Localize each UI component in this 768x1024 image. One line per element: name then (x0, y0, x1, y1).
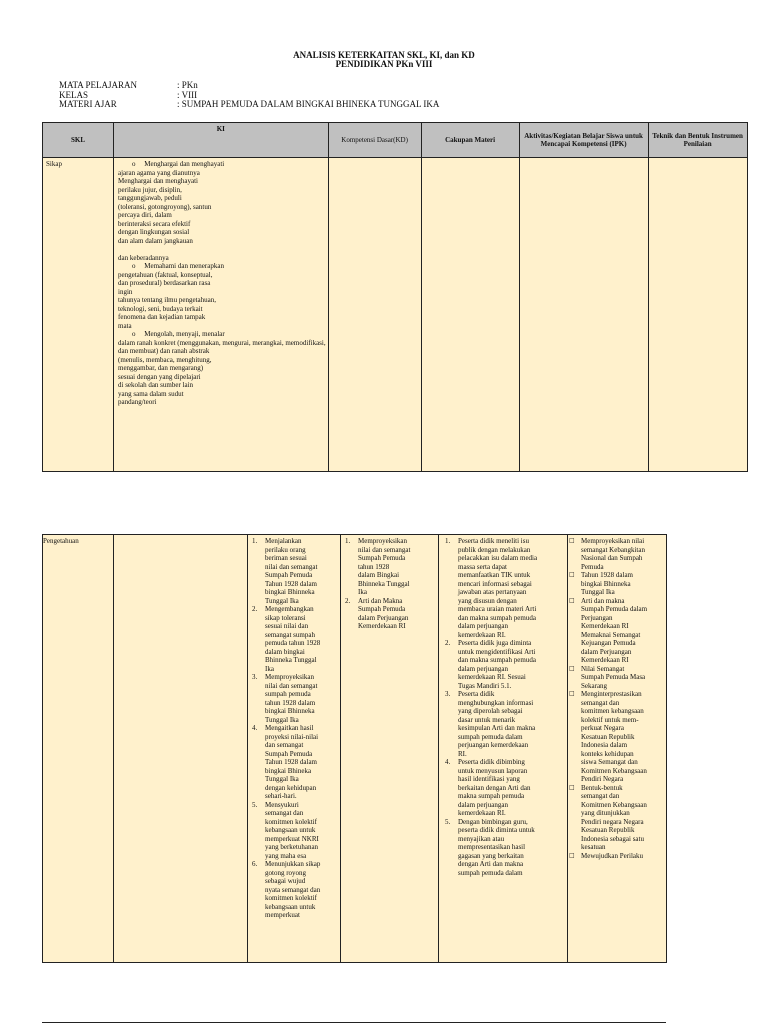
ki-line: dan membuat) dan ranah abstrak (118, 347, 210, 355)
list-item (252, 860, 338, 920)
list-line: perjuangan kemerdekaan (458, 741, 529, 749)
ki-line: (menulis, membaca, menghitung, (118, 355, 212, 364)
bullet-icon: □ (569, 690, 575, 697)
list-item (569, 690, 664, 784)
list-line: sebagai wujud (265, 877, 306, 885)
list-item (569, 537, 664, 571)
list-item-text (581, 852, 643, 861)
list-line: Peserta didik juga diminta (458, 639, 532, 647)
list-number: 4. (252, 724, 258, 732)
list-line: bingkai Bhineka (265, 766, 312, 775)
ki-line: menggambar, dan mengarang) (118, 364, 204, 372)
list-line: Bentuk-bentuk (581, 783, 623, 792)
list-item (252, 605, 338, 673)
list-line: Memproyeksikan (265, 673, 314, 681)
document-title: ANALISIS KETERKAITAN SKL, KI, dan KD (293, 50, 475, 60)
ki-line: o Menghargai dan menghayati (118, 160, 225, 168)
list-line: memperkuat (265, 911, 300, 919)
ki-line: tahunya tentang ilmu pengetahuan, (118, 296, 216, 304)
list-line: Tugas Mandiri 5.1. (458, 681, 512, 690)
list-line: Indonesia sebagai satu (581, 834, 644, 843)
list-number: 2. (345, 596, 351, 605)
ki-line: perilaku jujur, disiplin, (118, 185, 182, 194)
list-line: Pendiri negara Negara (581, 817, 644, 826)
teknik-list (568, 535, 666, 860)
list-line: Peserta didik (458, 690, 495, 698)
list-item-text (458, 639, 536, 690)
aktivitas-cell (519, 158, 648, 472)
ki-line: pandang/teori (118, 398, 157, 406)
list-item-text (358, 597, 408, 631)
bullet-icon: □ (569, 596, 575, 604)
list-line: Nasional dan Sumpah (581, 554, 643, 562)
list-line: Sumpah Pemuda (358, 605, 406, 613)
ki-line: yang sama dalam sudut (118, 389, 184, 398)
ki-line: dan alam dalam jangkauan (118, 236, 193, 245)
list-item-text (581, 665, 645, 691)
bullet-icon: □ (569, 537, 575, 544)
list-line: pemuda tahun 1928 (265, 639, 321, 647)
list-line: Dengan bimbingan guru, (458, 817, 528, 826)
list-number: 3. (252, 673, 258, 681)
list-line: berkaitan dengan Arti dan (458, 783, 531, 792)
list-line: Kesatuan Republik (581, 732, 635, 741)
list-number: 1. (445, 537, 451, 545)
ki-line: berinteraksi secara efektif (118, 219, 191, 228)
analysis-table-bottom (42, 534, 667, 963)
ki-cell (114, 535, 248, 963)
list-item-text (581, 784, 647, 852)
ki-line: dan prosedural) berdasarkan rasa (118, 279, 211, 287)
list-line: komitmen kolektif (265, 894, 317, 902)
list-line: proyeksi nilai-nilai (265, 732, 319, 741)
list-item-text (458, 758, 531, 818)
list-line: dengan kehidupan (265, 783, 317, 792)
list-line: menyajikan atau (458, 834, 505, 843)
teknik-cell (568, 535, 667, 963)
list-line: Arti dan Makna (358, 596, 403, 605)
list-line: nilai dan semangat (265, 681, 318, 690)
list-item-text (265, 860, 320, 920)
list-item-text (581, 537, 645, 571)
list-line: kemerdekaan RI. Sesuai (458, 673, 526, 681)
list-line: semangat Kebangkitan (581, 545, 645, 554)
list-line: membaca uraian materi Arti (458, 605, 537, 613)
list-line: memanfaatkan TIK untuk (458, 571, 531, 579)
aktivitas-cell (439, 535, 568, 963)
list-line: Ika (358, 588, 367, 596)
meta-value: : VIII (177, 89, 198, 100)
meta-info (59, 81, 439, 110)
list-line: Sumpah Pemuda Masa (581, 673, 646, 681)
list-line: Komitmen Kebangsaan (581, 766, 647, 775)
list-line: siswa Semangat dan (581, 758, 638, 766)
meta-value: : PKn (177, 80, 198, 90)
list-line: Mensyukuri (265, 800, 299, 809)
list-line: Sumpah Pemuda (358, 554, 406, 562)
list-item (569, 784, 664, 852)
list-line: Menginterprestasikan (581, 690, 642, 698)
list-line: Peserta didik meneliti isu (458, 537, 529, 545)
list-line: semangat dan (581, 698, 620, 707)
list-item (569, 571, 664, 597)
list-line: Menjalankan (265, 537, 302, 545)
list-line: dalam Perjuangan (358, 613, 409, 622)
list-line: Kejuangan Pemuda (581, 639, 636, 647)
list-item-text (265, 605, 320, 673)
list-line: Pendiri Negara (581, 775, 624, 783)
list-line: dan makna sumpah pemuda (458, 613, 536, 622)
list-number: 6. (252, 860, 258, 868)
list-item-text (265, 537, 317, 605)
skl-cell: Pengetahuan (43, 535, 114, 963)
list-line: Tunggal Ika (265, 596, 299, 605)
ki-line: Menghargai dan menghayati (118, 177, 198, 185)
list-line: Memaknai Semangat (581, 630, 641, 639)
header-cakupan: Cakupan Materi (421, 123, 519, 158)
meta-label: KELAS (59, 89, 88, 100)
list-line: beriman sesuai (265, 554, 307, 562)
document-subtitle: PENDIDIKAN PKn VIII (335, 59, 433, 69)
list-line: Nilai Semangat (581, 664, 625, 673)
table-row (43, 535, 667, 963)
list-item-text (358, 537, 410, 597)
list-line: dalam bingkai (265, 647, 305, 656)
list-line: Menunjukkan sikap (265, 860, 321, 868)
list-line: Pemuda (581, 562, 604, 571)
kd-cell (328, 158, 421, 472)
ki-line (118, 245, 326, 254)
list-number: 1. (252, 537, 258, 545)
list-line: perkuat Negara (581, 724, 624, 732)
list-line: mencari informasi sebagai (458, 579, 532, 588)
list-line: nyata semangat dan (265, 885, 321, 894)
list-line: Sumpah Pemuda dalam (581, 605, 648, 613)
list-item (445, 639, 565, 690)
kd-cell (248, 535, 341, 963)
list-line: memperkuat NKRI (265, 834, 319, 843)
list-line: sumpah pemuda dalam (458, 868, 523, 877)
header-skl: SKL (43, 123, 114, 158)
list-line: komitmen kolektif (265, 817, 317, 826)
list-item (445, 758, 565, 818)
aktivitas-list (439, 535, 567, 877)
list-line: komitmen kebangsaan (581, 707, 644, 715)
list-line: mempresentasikan hasil (458, 843, 526, 851)
list-line: dalam perjuangan (458, 800, 508, 809)
meta-row-mapel (59, 81, 439, 91)
list-line: Tahun 1928 dalam (265, 758, 317, 766)
list-line: Mengaitkan hasil (265, 724, 314, 732)
list-line: Memproyeksikan nilai (581, 537, 645, 545)
list-line: Perjuangan (581, 613, 613, 622)
list-line: kesimpulan Arti dan makna (458, 724, 536, 732)
list-line: Kemerdekaan RI (358, 622, 406, 630)
list-line: Tahun 1928 dalam (581, 571, 633, 579)
list-number: 1. (345, 537, 351, 545)
meta-label: MATERI AJAR (59, 99, 117, 109)
list-number: 5. (252, 800, 258, 809)
list-line: kolektif untuk mem- (581, 715, 639, 724)
list-item-text (265, 673, 317, 724)
list-line: peserta didik diminta untuk (458, 826, 535, 834)
list-line: Tunggal Ika (265, 715, 299, 724)
analysis-table-top (42, 122, 748, 472)
list-line: Kemerdekaan RI (581, 656, 629, 664)
list-line: konteks kehidupan (581, 749, 634, 758)
list-line: pelacakkan isu dalam media (458, 554, 538, 562)
list-item (445, 537, 565, 639)
list-line: Sekarang (581, 681, 608, 690)
list-line: kebangsaan untuk (265, 902, 316, 911)
list-line: dalam perjuangan (458, 622, 508, 630)
ki-line: dengan lingkungan sosial (118, 228, 190, 236)
list-line: Sumpah Pemuda (265, 571, 313, 579)
list-item-text (458, 818, 535, 878)
list-line: semangat dan (581, 792, 620, 800)
teknik-cell (648, 158, 747, 472)
list-item (569, 597, 664, 665)
list-number: 2. (252, 605, 258, 613)
list-line: yang diperolah sebagai (458, 707, 523, 715)
list-line: untuk mengidentifikasi Arti (458, 647, 536, 656)
list-item-text (581, 690, 647, 784)
ki-line: mata (118, 321, 132, 330)
list-item-text (265, 724, 318, 801)
ki-line: ajaran agama yang dianutnya (118, 168, 200, 177)
list-line: jawaban atas pertanyaan (458, 588, 527, 596)
list-line: Arti dan makna (581, 596, 625, 605)
ki-line: teknologi, seni, budaya terkait (118, 304, 203, 313)
list-number: 2. (445, 639, 451, 647)
ki-line: percaya diri, dalam (118, 211, 172, 219)
list-item (569, 665, 664, 691)
list-number: 5. (445, 817, 451, 826)
list-line: RI. (458, 749, 467, 758)
list-line: dan makna sumpah pemuda (458, 656, 536, 664)
list-line: bingkai Bhinneka (581, 579, 631, 588)
list-line: Mengembangkan (265, 605, 314, 613)
list-line: menghubungkan informasi (458, 698, 534, 707)
list-line: kemerdekaan RI. (458, 630, 506, 639)
list-line: hasil identifikasi yang (458, 775, 520, 783)
ki-line: (toleransi, gotongroyong), santun (118, 202, 212, 211)
list-line: semangat dan (265, 809, 304, 817)
list-line: Kemerdekaan RI (581, 622, 629, 630)
ki-line: sesuai dengan yang dipelajari (118, 372, 201, 381)
list-line: publik dengan melakukan (458, 545, 531, 554)
list-line: yang maha esa (265, 851, 307, 860)
header-teknik: Teknik dan Bentuk Instrumen Penilaian (648, 123, 747, 158)
list-item (445, 818, 565, 878)
list-line: Tunggal Ika (265, 775, 299, 783)
list-line: sumpah pemuda dalam (458, 732, 523, 741)
list-item-text (458, 537, 537, 639)
list-line: yang disusun dengan (458, 596, 517, 605)
ki-line: fenomena dan kejadian tampak (118, 313, 206, 321)
meta-row-materi (59, 100, 439, 110)
list-line: dan semangat (265, 741, 304, 749)
list-line: dalam Bingkai (358, 571, 400, 579)
meta-value: : SUMPAH PEMUDA DALAM BINGKAI BHINEKA TUNGGAL IKA (177, 99, 440, 109)
list-item (252, 724, 338, 801)
list-line: Peserta didik dibimbing (458, 758, 525, 766)
list-line: yang berketuhanan (265, 843, 319, 851)
list-line: Memproyeksikan (358, 537, 407, 545)
ki-line: ingin (118, 287, 133, 296)
list-item (345, 597, 436, 631)
list-line: dengan Arti dan makna (458, 860, 524, 868)
list-line: Bhinneka Tunggal (358, 579, 410, 588)
list-line: sesuai nilai dan (265, 622, 309, 630)
list-line: yang ditunjukkan (581, 809, 630, 817)
ki-text (114, 158, 328, 407)
list-line: Komitmen Kebangsaan (581, 800, 647, 809)
list-line: massa serta dapat (458, 562, 507, 571)
table-row (43, 158, 748, 472)
list-line: untuk menyusun laporan (458, 766, 528, 775)
list-line: gotong royong (265, 868, 307, 877)
meta-label: MATA PELAJARAN (59, 80, 138, 90)
ki-line: o Memahami dan menerapkan (118, 262, 224, 270)
list-line: sehari-hari. (265, 792, 297, 800)
list-line: Mewujudkan Perilaku (581, 851, 644, 860)
list-line: sumpah pemuda (265, 690, 311, 698)
table-header-row (43, 123, 748, 158)
list-line: nilai dan semangat (358, 545, 411, 554)
list-line: tahun 1928 (358, 562, 390, 571)
bullet-icon: □ (569, 783, 575, 791)
list-item (252, 537, 338, 605)
list-item-text (581, 571, 633, 597)
list-number: 3. (445, 690, 451, 698)
list-item (345, 537, 436, 597)
list-line: kesatuan (581, 843, 606, 851)
list-line: Kesatuan Republik (581, 826, 635, 834)
footer-rule (42, 1022, 666, 1023)
list-line: Sumpah Pemuda (265, 749, 313, 758)
list-line: dalam Perjuangan (581, 647, 632, 656)
cakupan-cell (341, 535, 439, 963)
list-line: Ika (265, 664, 274, 673)
list-line: nilai dan semangat (265, 562, 318, 571)
list-line: Tahun 1928 dalam (265, 579, 317, 588)
header-kd: Kompetensi Dasar(KD) (328, 123, 421, 158)
kd-list (248, 535, 340, 920)
list-line: makna sumpah pemuda (458, 792, 525, 800)
bullet-icon: □ (569, 851, 575, 859)
ki-line: pengetahuan (faktual, konseptual, (118, 270, 213, 279)
ki-line: dan keberadannya (118, 253, 169, 262)
list-line: tahun 1928 dalam (265, 698, 316, 707)
skl-cell: Sikap (43, 158, 114, 472)
list-item (252, 801, 338, 861)
list-line: Indonesia dalam (581, 741, 628, 749)
bullet-icon: □ (569, 664, 575, 672)
list-number: 4. (445, 758, 451, 766)
list-line: kemerdekaan RI. (458, 809, 506, 817)
list-item (252, 673, 338, 724)
list-line: Tunggal Ika (581, 588, 615, 596)
ki-line: tanggungjawab, peduli (118, 194, 182, 202)
list-line: Bhinneka Tunggal (265, 656, 317, 664)
list-line: bingkai Bhinneka (265, 588, 315, 596)
list-line: semangat sumpah (265, 630, 315, 639)
ki-cell (114, 158, 329, 472)
list-item-text (265, 801, 319, 861)
cakupan-cell (421, 158, 519, 472)
list-item-text (581, 597, 647, 665)
list-item (445, 690, 565, 758)
list-line: gagasan yang berkaitan (458, 851, 524, 860)
list-line: bingkai Bhinneka (265, 707, 315, 715)
list-line: sikap toleransi (265, 613, 306, 622)
ki-line: di sekolah dan sumber lain (118, 381, 194, 389)
ki-line: o Mengolah, menyaji, menalar (118, 330, 225, 338)
header-aktivitas: Aktivitas/Kegiatan Belajar Siswa untuk Mencapai Kompetensi (IPK) (519, 123, 648, 158)
list-line: perilaku orang (265, 545, 306, 554)
list-line: dalam perjuangan (458, 664, 508, 673)
list-line: dasar untuk menarik (458, 715, 516, 724)
header-ki: KI (114, 123, 329, 158)
list-item (569, 852, 664, 861)
ki-line: dalam ranah konkret (menggunakan, mengurai, merangkai, memodifikasi, (118, 338, 326, 347)
cakupan-list (341, 535, 438, 631)
list-line: kebangsaan untuk (265, 826, 316, 834)
bullet-icon: □ (569, 571, 575, 578)
list-item-text (458, 690, 535, 758)
